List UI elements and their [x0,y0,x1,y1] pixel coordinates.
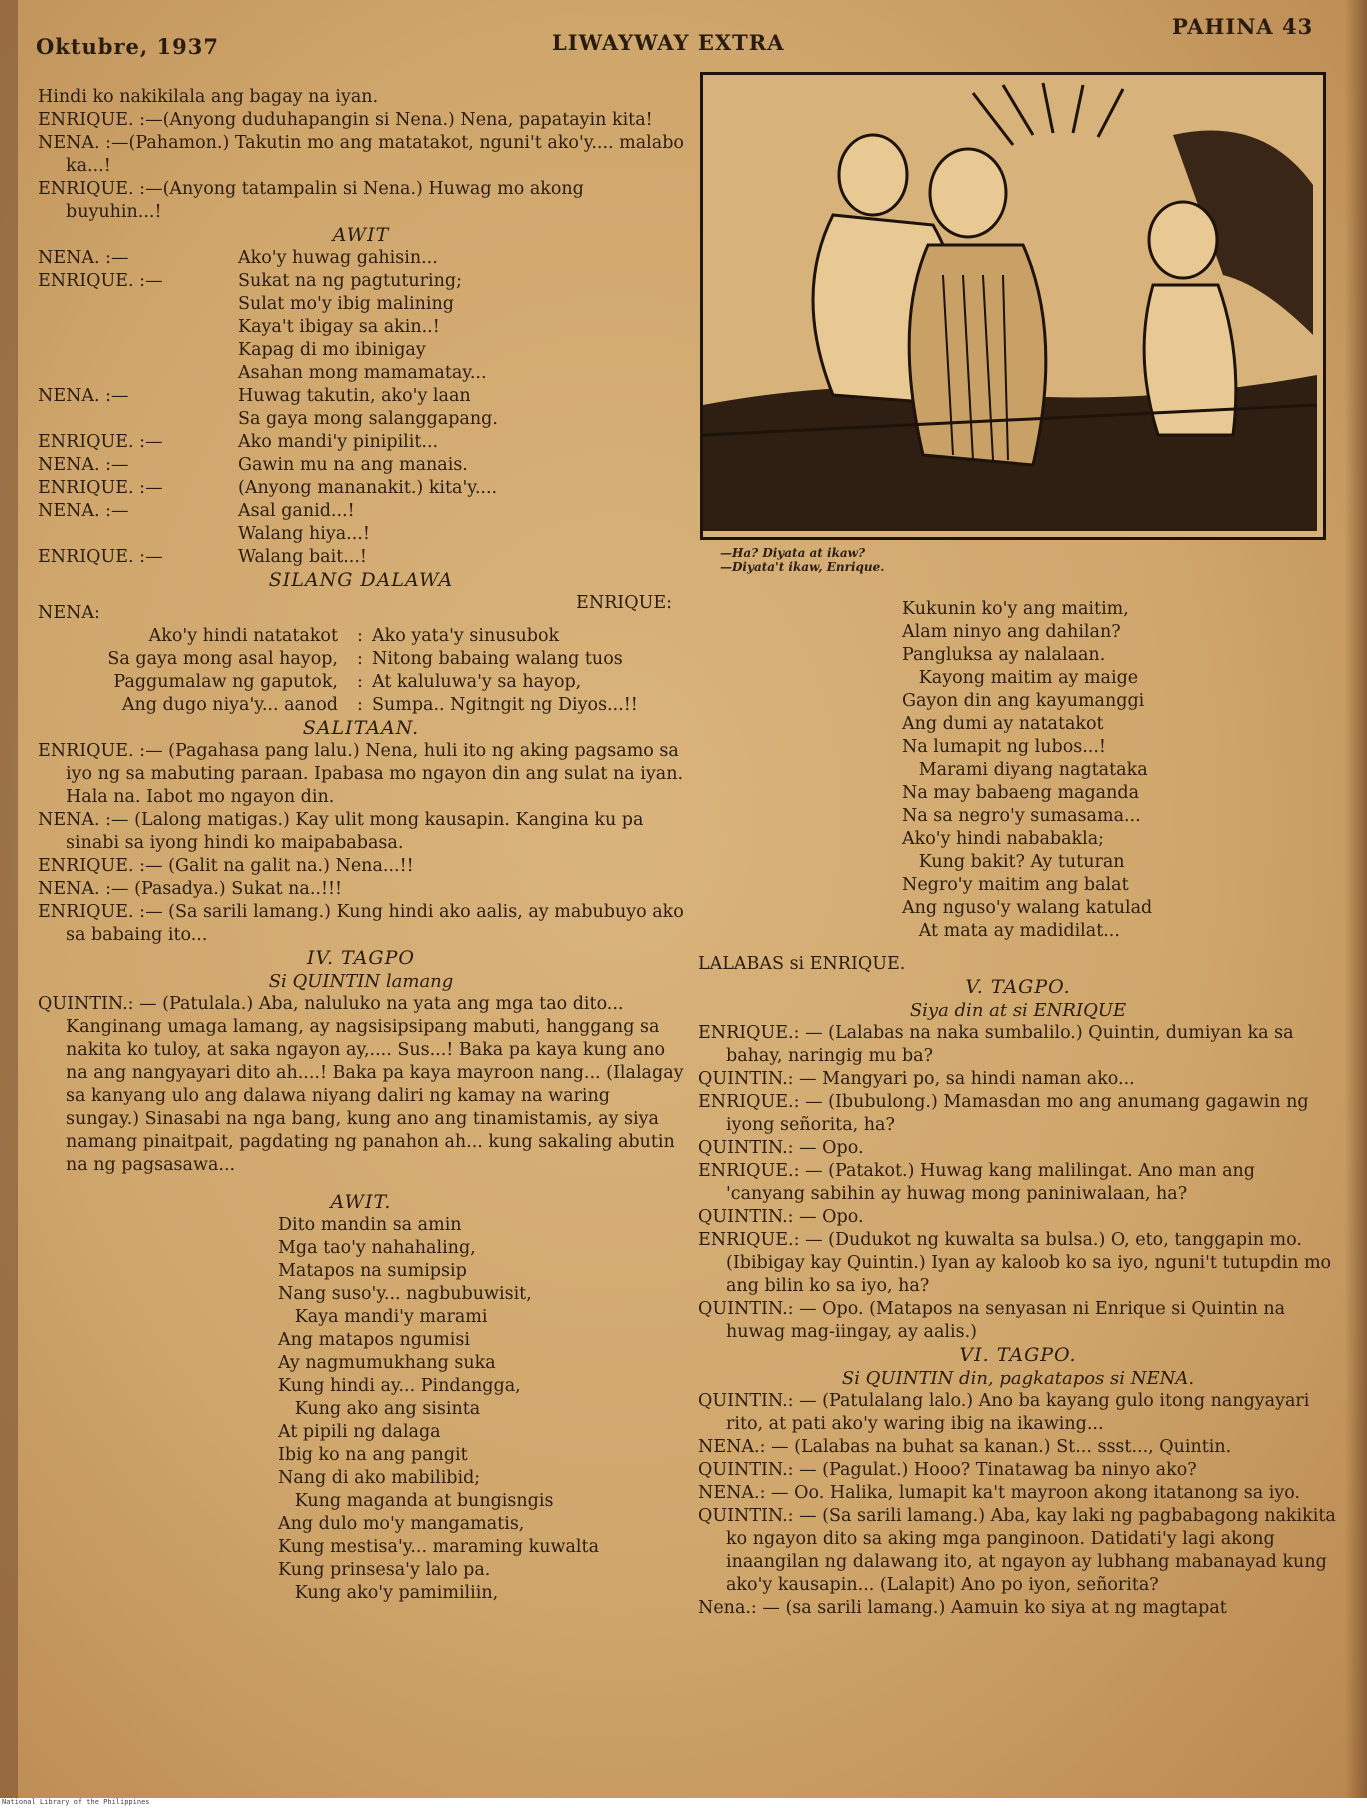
right-poem [698,598,1338,943]
poem-line: Ang nguso'y walang katulad [902,898,1153,918]
poem-line: Ay nagmumukhang suka [278,1353,496,1373]
song-line: Kaya't ibigay sa akin..! [238,317,440,337]
caption-line: —Diyata't ikaw, Enrique. [720,560,885,574]
scene-subtitle-iv: Si QUINTIN lamang [268,971,454,992]
duet-speaker-right: ENRIQUE: [576,593,672,613]
duet-line-right: Ako yata'y sinusubok [372,626,560,646]
song-line: Gawin mu na ang manais. [238,455,468,475]
dialogue-line: QUINTIN.: — (Patulala.) Aba, naluluko na yata ang mga tao dito... Kanginang umaga lamang, ay nagsisipsipang mabuti, hanggang sa nakita ko tuloy, at saka ngayon ay,.... Sus...! Baka pa kaya kung ano na ang nangyayari dito ah....! Baka pa kaya mayroon nang... (Ilalagay sa kanyang ulo ang dalawa niyang daliri ng kamay na waring sungay.) Sinasabi na nga bang, kung ano ang tinamistamis, ay siya namang pinaitpait, pagdating ng panahon ah... kung sakaling abutin na ng pagsasawa... [38,994,684,1175]
poem-line: Kung maganda at bungisngis [278,1491,554,1511]
dialogue-line: QUINTIN.: — (Sa sarili lamang.) Aba, kay laki ng pagbabagong nakikita ko ngayon dito sa aking mga panginoon. Datidati'y lagi akong inaangilan ng dalawang ito, at ngayon ay lubhang mabanayad kung ako'y kausapin... (Lalapit) Ano po iyon, señorita? [698,1506,1336,1595]
speaker [38,339,238,362]
illustration-drawing [703,75,1317,531]
poem-line: Alam ninyo ang dahilan? [902,622,1121,642]
dialogue-line: ENRIQUE. :— (Galit na galit na.) Nena...!! [38,856,414,876]
song-line: Walang hiya...! [238,524,370,544]
duet-separator: : [357,695,363,715]
speaker: ENRIQUE. :— [38,478,163,498]
song-line: Walang bait...! [238,547,367,567]
poem-line: Kaya mandi'y marami [278,1307,488,1327]
dialogue-line: ENRIQUE.: — (Lalabas na naka sumbalilo.) Quintin, dumiyan ka sa bahay, naringig mu ba? [698,1023,1294,1066]
poem-line: Na may babaeng maganda [902,783,1140,803]
poem-line: Na lumapit ng lubos...! [902,737,1106,757]
scene-title-vi: VI. TAGPO. [959,1344,1077,1366]
page-header [0,14,1367,62]
poem-line: Kukunin ko'y ang maitim, [902,599,1129,619]
comic-illustration [700,72,1326,540]
speaker [38,316,238,339]
duet-separator: : [357,626,363,646]
scene-subtitle-vi: Si QUINTIN din, pagkatapos si NENA. [841,1368,1195,1389]
speaker: NENA. :— [38,501,129,521]
song-line: Sa gaya mong salanggapang. [238,409,498,429]
dialogue-line: QUINTIN.: — Opo. [698,1207,864,1227]
dialogue-line: QUINTIN.: — (Pagulat.) Hooo? Tinatawag ba ninyo ako? [698,1460,1197,1480]
dialogue-line: ENRIQUE.: — (Patakot.) Huwag kang malilingat. Ano man ang 'canyang sabihin ay huwag mong paniniwalaan, ha? [698,1161,1256,1204]
dialogue-line: ENRIQUE. :—(Anyong tatampalin si Nena.) Huwag mo akong buyuhin...! [38,179,584,222]
duet-separator: : [357,672,363,692]
song-line: Asahan mong mamamatay... [238,363,487,383]
poem-line: Gayon din ang kayumanggi [902,691,1145,711]
speaker [38,362,238,385]
dialogue-line: ENRIQUE. :—(Anyong duduhapangin si Nena.) Nena, papatayin kita! [38,110,653,130]
section-title-silang-dalawa: SILANG DALAWA [268,569,454,591]
duet-line-right: Nitong babaing walang tuos [372,649,623,669]
poem-line: Kung prinsesa'y lalo pa. [278,1560,491,1580]
song-line: Kapag di mo ibinigay [238,340,426,360]
dialogue-line: NENA.: — Oo. Halika, lumapit ka't mayroon akong itatanong sa iyo. [698,1483,1301,1503]
poem-line: Dito mandin sa amin [278,1215,462,1235]
speaker [38,293,238,316]
poem-line: Nang suso'y... nagbubuwisit, [278,1284,532,1304]
poem-line: Kayong maitim ay maige [902,668,1139,688]
poem-line: Mga tao'y nahahaling, [278,1238,476,1258]
poem-line: Ang matapos ngumisi [278,1330,470,1350]
song-line: Ako mandi'y pinipilit... [238,432,439,452]
speaker [38,408,238,431]
dialogue-line: QUINTIN.: — Opo. (Matapos na senyasan ni Enrique si Quintin na huwag mag-iingay, ay aalis.) [698,1299,1286,1342]
header-date: Oktubre, 1937 [36,34,219,59]
poem-line: Kung mestisa'y... maraming kuwalta [278,1537,599,1557]
right-column [698,598,1338,1620]
poem-line: Matapos na sumipsip [278,1261,467,1281]
poem-line: Kung hindi ay... Pindangga, [278,1376,521,1396]
awit-poem [38,1214,684,1605]
caption-line: —Ha? Diyata at ikaw? [720,546,866,560]
poem-line: Kung ako ang sisinta [278,1399,481,1419]
duet-separator: : [357,649,363,669]
duet-line-right: Sumpa.. Ngitngit ng Diyos...!! [372,695,638,715]
awit-song [38,247,684,569]
poem-line: Nang di ako mabilibid; [278,1468,481,1488]
duet-speaker-left: NENA: [38,603,100,623]
song-line: (Anyong mananakit.) kita'y.... [238,478,498,498]
speaker [38,523,238,546]
poem-line: Pangluksa ay nalalaan. [902,645,1106,665]
poem-line: Ibig ko na ang pangit [278,1445,468,1465]
page-binding-shadow [0,0,18,1808]
poem-line: Kung bakit? Ay tuturan [902,852,1125,872]
duet-line-left: Sa gaya mong asal hayop, [107,649,338,669]
dialogue-line: NENA. :—(Pahamon.) Takutin mo ang matatakot, nguni't ako'y.... malabo ka...! [38,133,684,176]
duet-line-left: Ako'y hindi natatakot [148,626,338,646]
speaker: NENA. :— [38,386,129,406]
page-edge-shadow [1345,0,1367,1808]
dialogue-line: ENRIQUE. :— (Pagahasa pang lalu.) Nena, huli ito ng aking pagsamo sa iyo ng sa mabuting paraan. Ipabasa mo ngayon din ang sulat na iyan. Hala na. Iabot mo ngayon din. [38,741,684,807]
dialogue-line: ENRIQUE.: — (Dudukot ng kuwalta sa bulsa.) O, eto, tanggapin mo. (Ibibigay kay Quintin.) Iyan ay kaloob ko sa iyo, nguni't tutupdin mo ang bilin ko sa iyo, ha? [698,1230,1332,1296]
dialogue-line: QUINTIN.: — (Patulalang lalo.) Ano ba kayang gulo itong nangyayari rito, at pati ako'y waring ibig na ikawing... [698,1391,1310,1434]
poem-line: Kung ako'y pamimiliin, [278,1583,499,1603]
song-line: Sulat mo'y ibig malining [238,294,454,314]
poem-line: At pipili ng dalaga [278,1422,441,1442]
speaker: NENA. :— [38,455,129,475]
dialogue-line: ENRIQUE.: — (Ibubulong.) Mamasdan mo ang anumang gagawin ng iyong señorita, ha? [698,1092,1309,1135]
poem-line: Negro'y maitim ang balat [902,875,1129,895]
scene-title-iv: IV. TAGPO [307,947,415,969]
scene-title-v: V. TAGPO. [965,976,1071,998]
speaker: ENRIQUE. :— [38,432,163,452]
poem-line: Na sa negro'y sumasama... [902,806,1141,826]
left-column [38,86,684,1605]
dialogue-line: QUINTIN.: — Mangyari po, sa hindi naman ako... [698,1069,1135,1089]
song-line: Huwag takutin, ako'y laan [238,386,471,406]
footer-credit: National Library of the Philippines [2,1798,150,1806]
section-title-awit: AWIT [332,224,390,246]
text-line: Hindi ko nakikilala ang bagay na iyan. [38,87,379,107]
poem-line: At mata ay madidilat... [902,921,1120,941]
poem-line: Marami diyang nagtataka [902,760,1148,780]
duet-line-left: Ang dugo niya'y... aanod [121,695,338,715]
stage-direction: LALABAS si ENRIQUE. [698,954,906,974]
poem-line: Ang dulo mo'y mangamatis, [278,1514,525,1534]
archive-footer [0,1798,1367,1808]
duet-block [38,592,684,717]
illustration-caption [720,546,884,574]
header-page-number: PAHINA 43 [1172,14,1314,39]
dialogue-line: Nena.: — (sa sarili lamang.) Aamuin ko siya at ng magtapat [698,1598,1227,1618]
dialogue-line: NENA. :— (Lalong matigas.) Kay ulit mong kausapin. Kangina ku pa sinabi sa iyong hindi ko maipababasa. [38,810,644,853]
speaker: ENRIQUE. :— [38,547,163,567]
section-title-salitaan: SALITAAN. [302,717,420,739]
dialogue-line: NENA. :— (Pasadya.) Sukat na..!!! [38,879,343,899]
dialogue-line: ENRIQUE. :— (Sa sarili lamang.) Kung hindi ako aalis, ay mabubuyo ako sa babaing ito... [38,902,684,945]
scene-subtitle-v: Siya din at si ENRIQUE [909,1000,1127,1021]
song-line: Asal ganid...! [238,501,355,521]
speaker: ENRIQUE. :— [38,271,163,291]
song-line: Ako'y huwag gahisin... [238,248,438,268]
duet-line-left: Paggumalaw ng gaputok, [113,672,338,692]
duet-line-right: At kaluluwa'y sa hayop, [372,672,582,692]
speaker: NENA. :— [38,248,129,268]
poem-line: Ang dumi ay natatakot [902,714,1104,734]
section-title-awit-2: AWIT. [330,1191,392,1213]
poem-line: Ako'y hindi nababakla; [902,829,1105,849]
header-magazine-title: LIWAYWAY EXTRA [552,30,785,55]
dialogue-line: QUINTIN.: — Opo. [698,1138,864,1158]
song-line: Sukat na ng pagtuturing; [238,271,462,291]
dialogue-line: NENA.: — (Lalabas na buhat sa kanan.) St... ssst..., Quintin. [698,1437,1232,1457]
